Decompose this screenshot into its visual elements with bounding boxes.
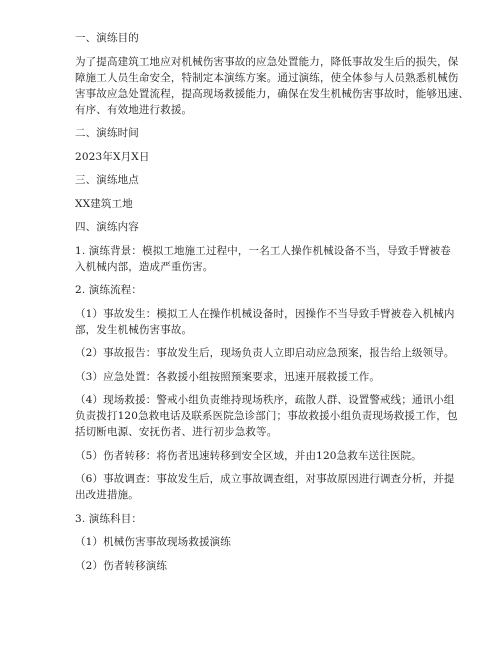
list-item-continued: 括切断电源、安抚伤者、进行初步急救等。 — [75, 426, 278, 438]
drill-date: 2023年X月X日 — [75, 151, 150, 163]
list-item: （6）事故调查：事故发生后，成立事故调查组，对事故原因进行调查分析，并提 — [75, 473, 455, 485]
subheading-subjects: 3. 演练科目： — [75, 513, 143, 525]
paragraph-line: 入机械内部，造成严重伤害。 — [75, 261, 214, 273]
paragraph-line: 障施工人员生命安全，特制定本演练方案。通过演练，使全体参与人员熟悉机械伤 — [75, 72, 459, 84]
heading-location: 三、演练地点 — [75, 174, 139, 186]
list-item: （2）伤者转移演练 — [75, 560, 168, 572]
heading-time: 二、演练时间 — [75, 127, 139, 139]
list-item: （1）事故发生：模拟工人在操作机械设备时，因操作不当导致手臂被卷入机械内 — [75, 308, 455, 320]
list-item: （4）现场救援：警戒小组负责维持现场秩序，疏散人群、设置警戒线；通讯小组 — [75, 394, 455, 406]
heading-purpose: 一、演练目的 — [75, 32, 139, 44]
list-item-continued: 负责拨打120急救电话及联系医院急诊部门；事故救援小组负责现场救援工作，包 — [75, 410, 458, 422]
drill-location: XX建筑工地 — [75, 198, 133, 210]
paragraph-line: 有序、有效地进行救援。 — [75, 104, 193, 116]
list-item: （5）伤者转移：将伤者迅速转移到安全区域，并由120急救车送往医院。 — [75, 450, 422, 462]
list-item: （3）应急处置：各救援小组按照预案要求，迅速开展救援工作。 — [75, 371, 381, 383]
paragraph-line: 1. 演练背景：模拟工地施工过程中，一名工人操作机械设备不当，导致手臂被卷 — [75, 245, 451, 257]
subheading-process: 2. 演练流程： — [75, 284, 143, 296]
list-item-continued: 部，发生机械伤害事故。 — [75, 324, 193, 336]
heading-content: 四、演练内容 — [75, 221, 139, 233]
paragraph-line: 害事故应急处置流程，提高现场救援能力，确保在发生机械伤害事故时，能够迅速、 — [75, 88, 470, 100]
list-item: （2）事故报告：事故发生后，现场负责人立即启动应急预案，报告给上级领导。 — [75, 347, 455, 359]
list-item-continued: 出改进措施。 — [75, 489, 139, 501]
list-item: （1）机械伤害事故现场救援演练 — [75, 536, 231, 548]
paragraph-line: 为了提高建筑工地应对机械伤害事故的应急处置能力，降低事故发生后的损失，保 — [75, 56, 459, 68]
